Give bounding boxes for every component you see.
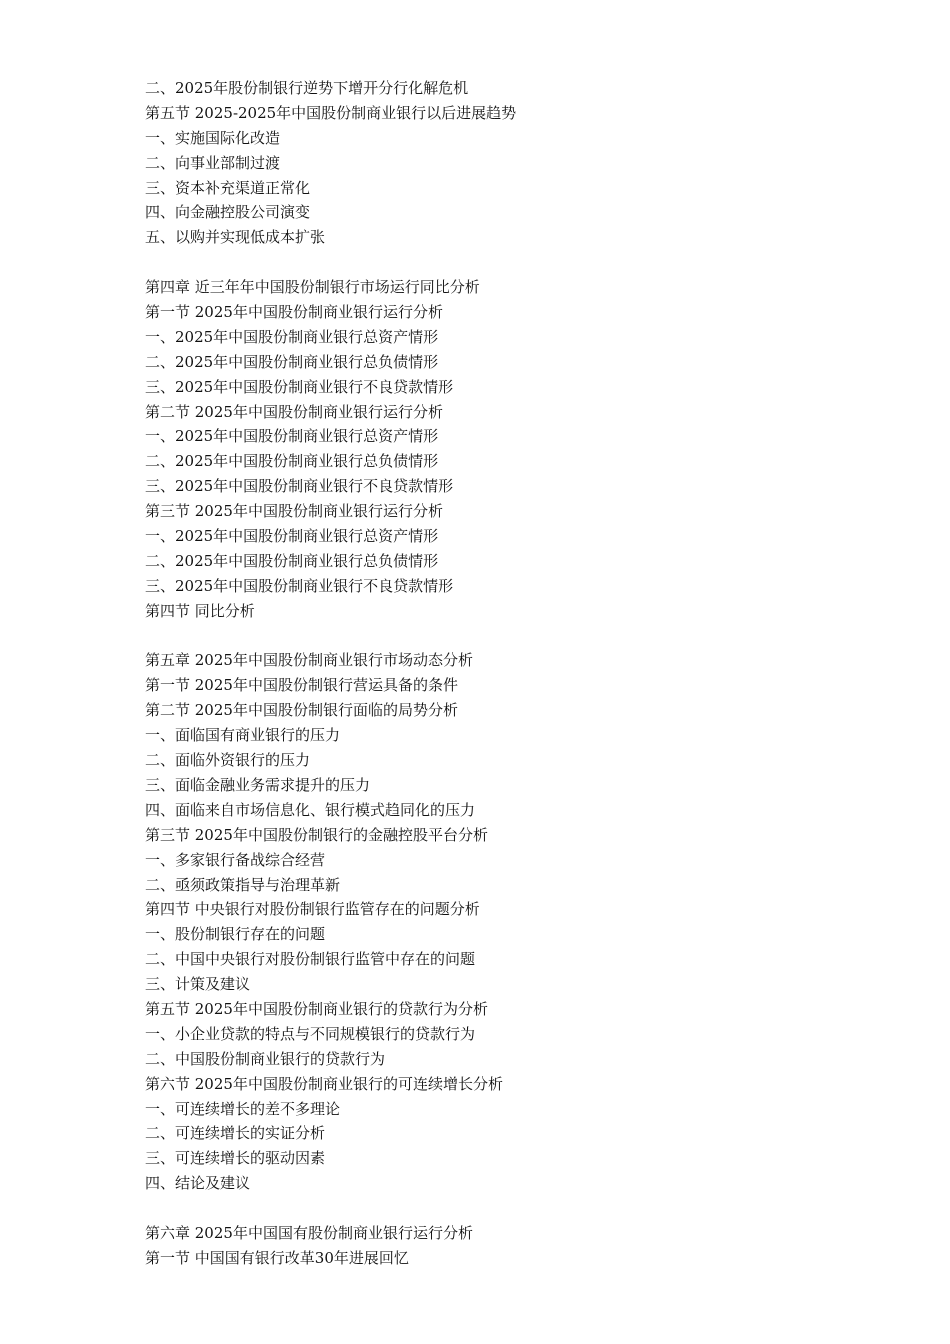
toc-section-heading: 第二节 2025年中国股份制商业银行运行分析 [145,402,443,421]
toc-line: 三、计策及建议 [145,975,251,994]
toc-section-heading: 第三节 2025年中国股份制银行的金融控股平台分析 [145,825,488,844]
toc-chapter-heading: 第六章 2025年中国国有股份制商业银行运行分析 [145,1223,473,1242]
toc-line: 四、面临来自市场信息化、银行模式趋同化的压力 [145,800,476,819]
toc-section-heading: 第六节 2025年中国股份制商业银行的可连续增长分析 [145,1074,503,1093]
toc-line: 一、面临国有商业银行的压力 [145,726,341,745]
toc-line: 四、结论及建议 [145,1174,251,1193]
toc-page [145,76,905,1271]
toc-section-heading: 第二节 2025年中国股份制银行面临的局势分析 [145,701,458,720]
toc-line: 三、2025年中国股份制商业银行不良贷款情形 [145,377,454,396]
toc-section-heading: 第五节 2025-2025年中国股份制商业银行以后进展趋势 [145,103,517,122]
toc-line: 四、向金融控股公司演变 [145,203,311,222]
toc-line: 一、可连续增长的差不多理论 [145,1099,341,1118]
toc-line: 三、2025年中国股份制商业银行不良贷款情形 [145,477,454,496]
toc-line: 三、资本补充渠道正常化 [145,178,311,197]
toc-section-heading: 第一节 2025年中国股份制商业银行运行分析 [145,303,443,322]
toc-line: 一、2025年中国股份制商业银行总资产情形 [145,427,439,446]
toc-line: 一、股份制银行存在的问题 [145,925,326,944]
toc-line: 二、2025年中国股份制商业银行总负债情形 [145,452,439,471]
toc-line: 二、可连续增长的实证分析 [145,1124,326,1143]
toc-section-heading: 第三节 2025年中国股份制商业银行运行分析 [145,502,443,521]
toc-line: 二、亟须政策指导与治理革新 [145,875,341,894]
toc-line: 一、2025年中国股份制商业银行总资产情形 [145,527,439,546]
toc-section-heading: 第五节 2025年中国股份制商业银行的贷款行为分析 [145,999,488,1018]
toc-line: 一、2025年中国股份制商业银行总资产情形 [145,327,439,346]
blank-line [145,624,905,649]
toc-chapter-heading: 第四章 近三年年中国股份制银行市场运行同比分析 [145,278,480,297]
toc-line: 二、向事业部制过渡 [145,153,281,172]
toc-section-heading: 第一节 中国国有银行改革30年进展回忆 [145,1248,409,1267]
toc-line: 一、多家银行备战综合经营 [145,850,326,869]
toc-line: 二、中国股份制商业银行的贷款行为 [145,1049,386,1068]
toc-section-heading: 第四节 同比分析 [145,601,255,620]
toc-line: 二、中国中央银行对股份制银行监管中存在的问题 [145,950,476,969]
toc-line: 二、2025年股份制银行逆势下增开分行化解危机 [145,79,469,97]
toc-line: 二、2025年中国股份制商业银行总负债情形 [145,352,439,371]
toc-line: 三、面临金融业务需求提升的压力 [145,775,371,794]
blank-line [145,1196,905,1221]
toc-chapter-heading: 第五章 2025年中国股份制商业银行市场动态分析 [145,651,473,670]
toc-line: 三、可连续增长的驱动因素 [145,1149,326,1168]
toc-section-heading: 第一节 2025年中国股份制银行营运具备的条件 [145,676,458,695]
toc-line: 二、面临外资银行的压力 [145,751,311,770]
toc-line: 三、2025年中国股份制商业银行不良贷款情形 [145,576,454,595]
toc-line: 五、以购并实现低成本扩张 [145,228,326,247]
toc-section-heading: 第四节 中央银行对股份制银行监管存在的问题分析 [145,900,480,919]
toc-line: 一、小企业贷款的特点与不同规模银行的贷款行为 [145,1024,476,1043]
toc-line: 一、实施国际化改造 [145,128,281,147]
blank-line [145,250,905,275]
toc-line: 二、2025年中国股份制商业银行总负债情形 [145,551,439,570]
